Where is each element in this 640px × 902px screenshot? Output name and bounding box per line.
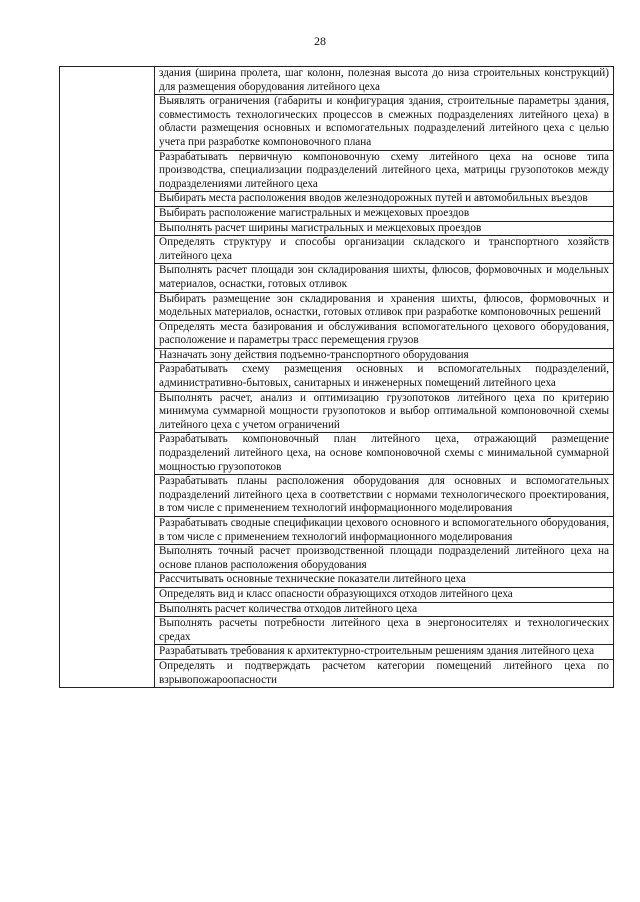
table-cell	[155, 475, 614, 517]
table-cell	[155, 150, 614, 192]
cell-text: Выбирать расположение магистральных и межцеховых проездов	[159, 206, 470, 219]
cell-text: Выполнять расчеты потребности литейного цеха в энергоносителях и технологических средах	[159, 617, 609, 643]
table-cell	[155, 264, 614, 292]
cell-text: Выполнять расчет количества отходов литейного цеха	[159, 602, 418, 615]
cell-text: здания (ширина пролета, шаг колонн, полезная высота до низа строительных конструкций) для размещения оборудования литейного цеха	[159, 67, 609, 93]
table-cell	[155, 517, 614, 545]
cell-text: Разрабатывать планы расположения оборудования для основных и вспомогательных подразделений литейного цеха в соответствии с нормами технологического проектирования, в том числе с применением технологий информационного моделирования	[159, 475, 609, 515]
table-cell	[155, 206, 614, 221]
table-cell	[155, 236, 614, 264]
table-cell	[155, 292, 614, 320]
table-cell	[155, 617, 614, 645]
cell-text: Разрабатывать первичную компоновочную схему литейного цеха на основе типа производства, специализации подразделений литейного цеха, матрицы грузопотоков между подразделениями литейного цеха	[159, 150, 609, 190]
cell-text: Разрабатывать сводные спецификации цехового основного и вспомогательного оборудования, в том числе с применением технологий информационного моделирования	[159, 517, 609, 543]
table-cell	[155, 433, 614, 475]
cell-text: Определять места базирования и обслуживания вспомогательного цехового оборудования, расположение и параметры трасс перемещения грузов	[159, 320, 609, 347]
cell-text: Выполнять расчет ширины магистральных и межцеховых проездов	[159, 221, 482, 234]
table-cell	[155, 545, 614, 573]
cell-text: Определять структуру и способы организации складского и транспортного хозяйств литейного цеха	[159, 236, 609, 262]
cell-text: Выявлять ограничения (габариты и конфигурация здания, строительные параметры здания, совместимость технологических процессов в смежных подразделениях литейного цеха) в области размещения основных и вспомогательных подразделений литейного цеха с целью учета при разработке компоновочного плана	[159, 95, 609, 148]
cell-text: Рассчитывать основные технические показатели литейного цеха	[159, 573, 466, 586]
table-cell	[155, 587, 614, 602]
skills-table	[59, 66, 614, 688]
table-cell	[155, 363, 614, 391]
cell-text: Разрабатывать схему размещения основных и вспомогательных подразделений, административно-бытовых, санитарных и инженерных помещений литейного цеха	[159, 363, 609, 390]
table-cell	[155, 659, 614, 687]
cell-text: Выполнять расчет площади зон складирования шихты, флюсов, формовочных и модельных материалов, оснастки, готовых отливок	[159, 264, 609, 290]
table-cell	[155, 67, 614, 95]
table-cell	[155, 95, 614, 150]
table-cell	[155, 221, 614, 236]
cell-text: Разрабатывать компоновочный план литейного цеха, отражающий размещение подразделений литейного цеха, на основе компоновочной схемы с минимальной суммарной мощностью грузопотоков	[159, 433, 609, 473]
cell-text: Выбирать размещение зон складирования и хранения шихты, флюсов, формовочных и модельных материалов, оснастки, готовых отливок при разработке компоновочных решений	[159, 292, 609, 319]
table-cell	[155, 573, 614, 588]
table-cell	[155, 645, 614, 660]
table-cell	[155, 602, 614, 617]
table-cell	[155, 348, 614, 363]
table-cell	[155, 391, 614, 433]
table-cell	[155, 192, 614, 207]
cell-text: Выполнять точный расчет производственной площади подразделений литейного цеха на основе планов расположения оборудования	[159, 545, 609, 571]
cell-text: Разрабатывать требования к архитектурно-строительным решениям здания литейного цеха	[159, 645, 595, 658]
left-column-cell	[60, 67, 155, 688]
table-cell	[155, 320, 614, 348]
cell-text: Выполнять расчет, анализ и оптимизацию грузопотоков литейного цеха по критерию минимума суммарной мощности грузопотоков и выбор оптимальной компоновочной схемы литейного цеха с учетом ограничений	[159, 391, 609, 431]
cell-text: Определять вид и класс опасности образующихся отходов литейного цеха	[159, 587, 513, 600]
cell-text: Выбирать места расположения вводов железнодорожных путей и автомобильных въездов	[159, 192, 588, 205]
cell-text: Назначать зону действия подъемно-транспортного оборудования	[159, 348, 469, 361]
page-number: 28	[314, 34, 326, 48]
cell-text: Определять и подтверждать расчетом категории помещений литейного цеха по взрывопожароопасности	[159, 659, 609, 686]
table-row	[60, 67, 614, 95]
